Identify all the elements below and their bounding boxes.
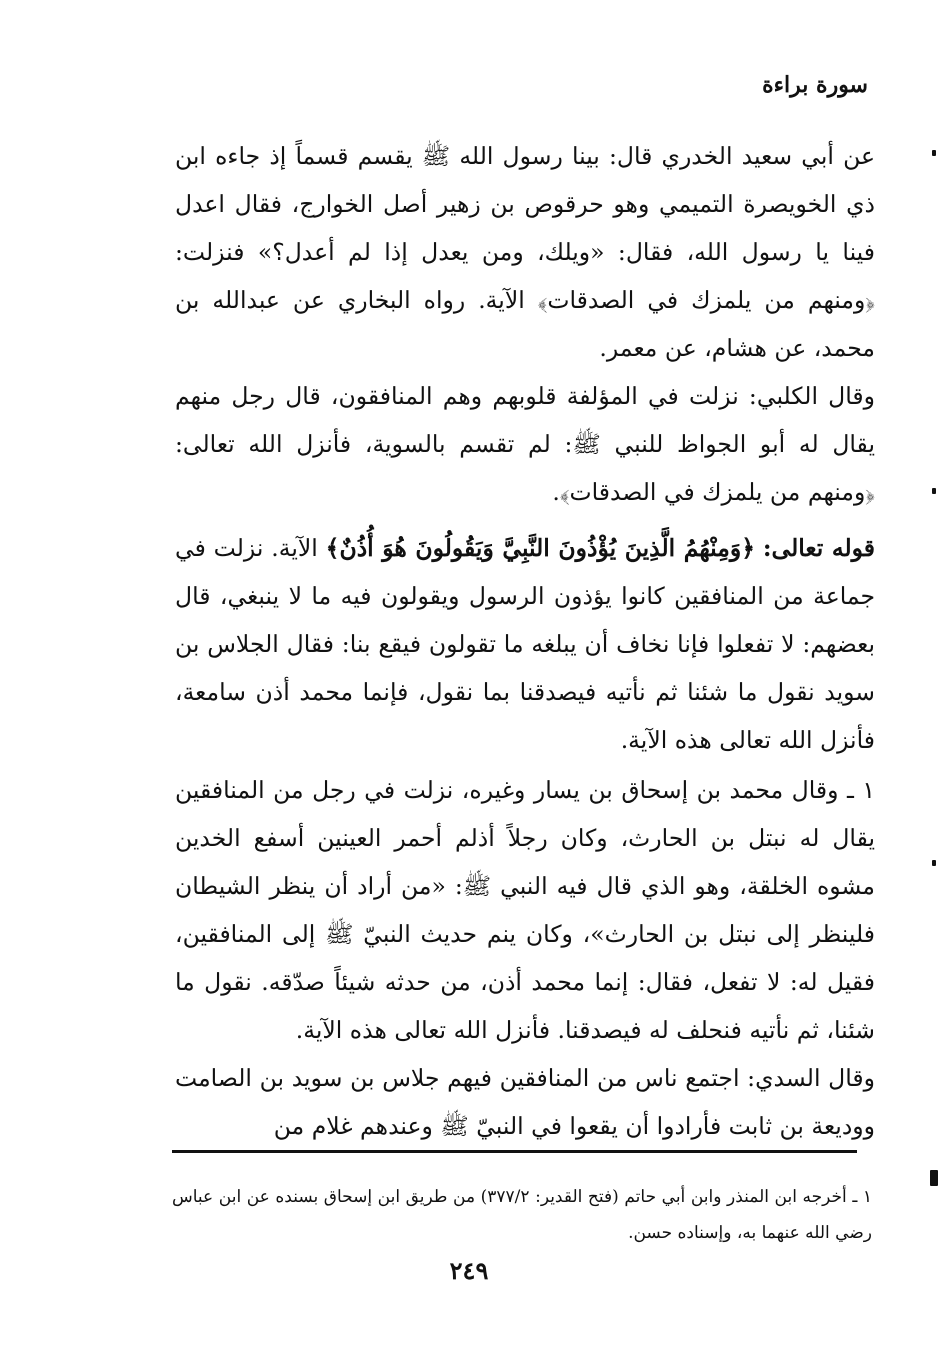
paragraph-hadith-khudri: عن أبي سعيد الخدري قال: بينا رسول الله ﷺ يقسم قسماً إذ جاءه ابن ذي الخويصرة التميمي وهو حرقوص بن زهير أصل الخوارج، فقال اعدل فينا يا رسول الله، فقال: «ويلك، ومن يعدل إذا لم أعدل؟» فنزلت: ﴿ومنهم من يلمزك في الصدقات﴾ الآية. رواه البخاري عن عبدالله بن محمد، عن هشام، عن معمر. (175, 141, 875, 362)
paragraph-ibn-ishaq: ١ ـ وقال محمد بن إسحاق بن يسار وغيره، نزلت في رجل من المنافقين يقال له نبتل بن الحارث، وكان رجلاً أذلم أحمر العينين أسفع الخدين مشوه الخلقة، وهو الذي قال فيه النبي ﷺ: «من أراد أن ينظر الشيطان فلينظر إلى نبتل بن الحارث»، وكان ينم حديث النبيّ ﷺ إلى المنافقين، فقيل له: لا تفعل، فقال: إنما محمد أذن، من حدثه شيئاً صدّقه. نقول ما شئنا، ثم نأتيه فنحلف له فيصدقنا. فأنزل الله تعالى هذه الآية. (175, 775, 875, 1044)
scan-mark (930, 1170, 938, 1186)
scan-mark (932, 488, 936, 494)
paragraph-verse-commentary (175, 524, 875, 764)
page-number: ٢٤٩ (449, 1256, 489, 1285)
verse-commentary-text: الآية. نزلت في جماعة من المنافقين كانوا يؤذون الرسول ويقولون فيه ما لا ينبغي، قال بعضهم: لا تفعلوا فإنا نخاف أن يبلغه ما تقولون فيقع بنا: فقال الجلاس بن سويد نقول ما شئنا ثم نأتيه فيصدقنا بما نقول، فإنما محمد أذن سامعة، فأنزل الله تعالى هذه الآية. (175, 533, 875, 754)
quran-verse: ﴿وَمِنْهُمُ الَّذِينَ يُؤْذُونَ النَّبِيَّ وَيَقُولُونَ هُوَ أُذُنٌ﴾ (325, 533, 755, 562)
scan-mark (932, 150, 936, 156)
paragraph-kalbi: وقال الكلبي: نزلت في المؤلفة قلوبهم وهم المنافقون، قال رجل منهم يقال له أبو الجواظ للنبي ﷺ: لم تقسم بالسوية، فأنزل الله تعالى: ﴿ومنهم من يلمزك في الصدقات﴾. (175, 381, 875, 506)
verse-intro-label: قوله تعالى: (762, 533, 875, 562)
scan-mark (932, 860, 936, 866)
running-header: سورة براءة (762, 72, 868, 98)
paragraph-suddi: وقال السدي: اجتمع ناس من المنافقين فيهم جلاس بن سويد بن الصامت ووديعة بن ثابت فأرادوا أن يقعوا في النبيّ ﷺ وعندهم غلام من (175, 1063, 875, 1140)
footnote: ١ ـ أخرجه ابن المنذر وابن أبي حاتم (فتح القدير: ٣٧٧/٢) من طريق ابن إسحاق بسنده عن ابن عباس رضي الله عنهما به، وإسناده حسن. (172, 1187, 873, 1243)
footnote-divider (172, 1150, 857, 1153)
